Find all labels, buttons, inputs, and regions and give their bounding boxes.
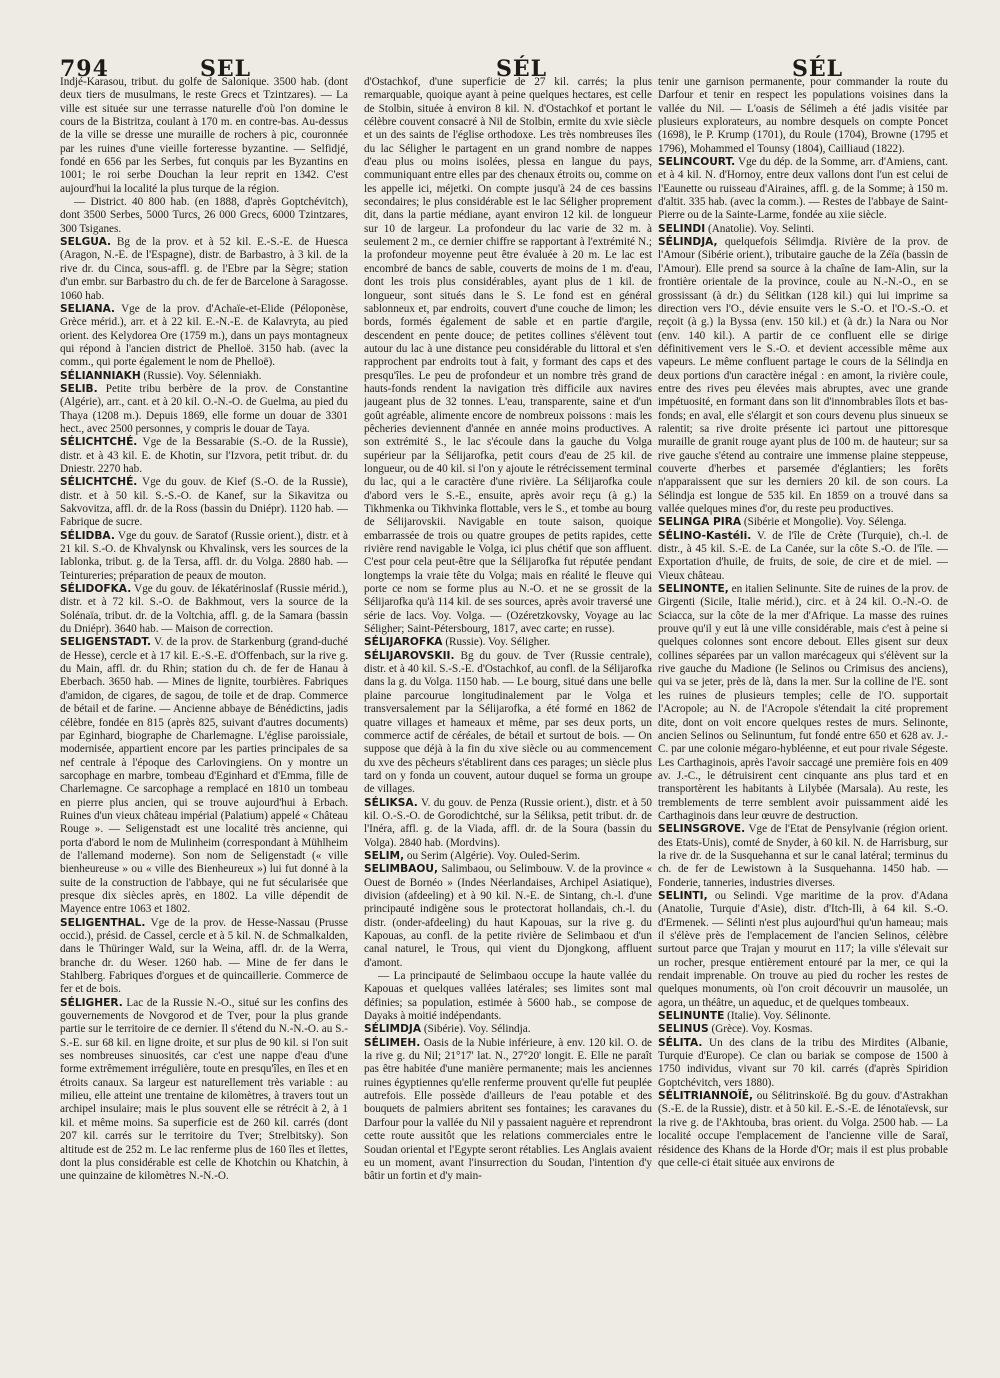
entry-text: Vge du gouv. de Iékatérinoslaf (Russie mérid.), distr. et à 72 kil. S.-O. de Bakhmout, vers la source de la Solénaïa, tribut. dr. de la Voltchia, affl. g. de la Samara (bassin du Dniépr). 3640 hab. — Maison de correction. (60, 583, 348, 636)
entry-text: — District. 40 800 hab. (en 1888, d'après Goptchévitch), dont 3500 Serbes, 5000 Turcs, 26 000 Grecs, 6000 Tzintzares, 300 Tsiganes. (60, 196, 348, 235)
entry-text: Vge de la prov. d'Achaïe-et-Elide (Péloponèse, Grèce mérid.), arr. et à 22 kil. E.-N.-E. de Kalavryta, au pied orient. des Kelydorea Ore (1759 m.), dans un pays montagneux qui répond à l'ancien district de Phelloë. 3150 hab. (avec la comm., qui porte également le nom de Phelloë). (60, 302, 348, 369)
entry-text: — La principauté de Selimbaou occupe la haute vallée du Kapouas et quelques vallées latérales; ses limites sont mal définies; sa population, estimée à 5600 hab., se compose de Dayaks à moitié indépendants. (364, 970, 652, 1023)
header-left-word: SEL (200, 56, 252, 82)
entry-text: (Russie). Voy. Séligher. (445, 636, 551, 649)
entry-text: (Grèce). Voy. Kosmas. (711, 1023, 813, 1036)
entry-headword: SELINGA PIRA (658, 516, 742, 529)
entry-text: Vge du gouv. de Saratof (Russie orient.), distr. et à 21 kil. S.-O. de Khvalynsk ou Khvalinsk, vers les sources de la Iablonka, tribut. g. de la Tersa, affl. dr. du Volga. 2880 hab. — Teintureries; préparation de peaux de mouton. (60, 529, 348, 582)
entry-headword: SÉLIMEH. (364, 1036, 421, 1049)
entry-text: Vge du gouv. de Kief (S.-O. de la Russie), distr. et à 50 kil. S.-S.-O. de Kanef, sur la Sikavitza ou Sakvovitza, affl. dr. de la Ross (bassin du Dniépr). 1120 hab. — Fabrique de sucre. (60, 476, 348, 529)
entry-headword: SELINSGROVE. (658, 823, 746, 836)
entry-text: d'Ostachkof, d'une superficie de 27 kil. carrés; la plus remarquable, quoique ayant à peine quelques hectares, est celle de Stolbin, située à environ 8 kil. N. d'Ostachkof et portant le célèbre couvent consacré à Nil de Stolbin, ermite du xvie siècle et un des saints de l'église orthodoxe. Les très nombreuses îles du lac Séligher le partagent en un grand nombre de nappes d'eau plus ou moins isolées, plessa en langue du pays, communiquant entre elles par des chenaux étroits ou, comme on les appelle ici, méjetki. On compte jusqu'à 24 de ces bassins secondaires; le plus considérable est le lac Séligher proprement dit, dans la partie médiane, ayant environ 12 kil. de longueur sur 10 de largeur. La profondeur du lac varie de 32 m. à seulement 2 m., ce dernier chiffre se rapportant à l'extrémité N.; la profondeur moyenne peut être évaluée à 20 m. Le lac est encombré de bancs de sable, couverts de moins de 1 m. d'eau, dont les trois plus considérables, ayant plus de 1 kil. de longueur, sont situés dans le S. Le fond est en général sablonneux et, par endroits, couvert d'une couche de limon; les bords, formés également de sable et en partie d'argile, descendent en pente douce; de petites collines s'élèvent tout autour du lac à une distance peu considérable du littoral et s'en rapprochent par endroits tout à fait, y formant des caps et des presqu'îles. Le peu de profondeur et un nombre très grand de hauts-fonds rendent la navigation très difficile aux navires jaugeant plus de 32 tonnes. L'eau, transparente, saine et d'un goût agréable, alimente encore de nombreux poissons : mais les pêcheries deviennent d'année en année moins productives. A son extrémité S., le lac s'écoule dans la gauche du Volga supérieur par la Sélijarofka, petit cours d'eau de 25 kil. de longueur, ou de 40 kil. si l'on y ajoute le rétrécissement terminal du lac, qui a le caractère d'une rivière. La Sélijarofka coule d'abord vers le S.-E., ensuite, après avoir reçu (à g.) la Tikhmenka ou Tikhvinka flottable, vers le S., et tombe au bourg de Sélijarovskii. Navigable en toute saison, quoique embarrassée de trois ou quatre groupes de petits rapides, cette rivière rend navigable le Volga, ici plus chétif que son affluent. C'est pour cela peut-être que la Sélijarofka fut réputée pendant longtemps la vraie tête du Volga; mais en réalité le fleuve qui porte ce nom se forme plus au N.-O. et ne se grossit de la Sélijarofka qu'à 114 kil. de ses sources, après avoir traversé une série de lacs. Voy. Volga. — (Ozéretzkovsky, Voyage au lac Séligher; Saint-Pétersbourg, 1817, avec carte; en russe). (364, 76, 652, 636)
entry-text: (Anatolie). Voy. Selinti. (707, 222, 815, 235)
entry-text: Bg de la prov. et à 52 kil. E.-S.-E. de Huesca (Aragon, N.-E. de l'Espagne), distr. de Barbastro, à 3 kil. de la rive dr. du Cinca, sous-affl. g. de l'Ebre par la Sègre; station d'un embr. sur Barbastro du ch. de fer de Barcelone à Saragosse. 1060 hab. (60, 236, 348, 302)
entry-text: (Italie). Voy. Sélinonte. (727, 1010, 831, 1023)
text-column-right (658, 76, 948, 1366)
dictionary-entry (658, 516, 948, 529)
dictionary-entry (658, 1010, 948, 1023)
entry-headword: SELIM, (364, 849, 405, 862)
entry-headword: SELIANA. (60, 302, 116, 315)
entry-text: ou Serim (Algérie). Voy. Ouled-Serim. (406, 849, 581, 862)
dictionary-entry (364, 76, 652, 636)
header-right-word: SÉL (792, 56, 844, 82)
entry-headword: SÉLIDOFKA. (60, 583, 132, 596)
dictionary-entry (364, 636, 652, 649)
entry-headword: SÉLIJAROFKA (364, 636, 443, 649)
dictionary-entry (658, 1023, 948, 1036)
dictionary-entry (60, 303, 348, 370)
text-column-left (60, 76, 348, 1366)
text-column-middle (364, 76, 652, 1366)
entry-text: (Sibérie et Mongolie). Voy. Sélenga. (743, 516, 907, 529)
dictionary-entry (658, 156, 948, 223)
dictionary-entry (658, 236, 948, 516)
entry-headword: SÉLIANNIAKH (60, 369, 141, 382)
dictionary-entry (60, 236, 348, 303)
entry-headword: SELINONTE, (658, 583, 729, 596)
entry-headword: SELIB. (60, 382, 98, 395)
dictionary-entry (60, 530, 348, 583)
entry-headword: SÉLICHTCHÉ. (60, 476, 138, 489)
entry-text: Vge de la Bessarabie (S.-O. de la Russie), distr. et à 43 kil. E. de Khotin, sur l'Izvora, petit tribut. dr. du Dniestr. 2270 hab. (60, 436, 348, 475)
entry-text: tenir une garnison permanente, pour commander la route du Darfour et tenir en respect les populations voisines dans la vallée du Nil. — L'oasis de Sélimeh a été jadis visitée par plusieurs explorateurs, au nombre desquels on compte Poncet (1698), le P. Krump (1701), du Roule (1704), Browne (1795 et 1796), Mohammed el Tounsy (1804), Cailliaud (1822). (658, 76, 948, 155)
entry-headword: SELINUS (658, 1023, 709, 1036)
entry-headword: SÉLITA. (658, 1036, 703, 1049)
page-number: 794 (60, 56, 109, 82)
entry-headword: SÉLITRIANNOÏÉ, (658, 1090, 754, 1103)
entry-text: Vge de la prov. de Hesse-Nassau (Prusse occid.), présid. de Cassel, cercle et à 5 kil. N. de Schmalkalden, dans le Thüringer Wald, sur la Weina, affl. dr. de la Werra, branche dr. du Weser. 1260 hab. — Mine de fer dans le Stahlberg. Fabriques d'orgues et de quincaillerie. Commerce de fer et de bois. (60, 916, 348, 996)
entry-headword: SELINCOURT. (658, 156, 736, 169)
entry-text: en italien Selinunte. Site de ruines de la prov. de Girgenti (Sicile, Italie mérid.), circ. et à 24 kil. O.-N.-O. de Sciacca, sur la côte de la mer d'Afrique. La masse des ruines prouve qu'il y eut là une ville considérable, mais c'est à peine si quelques colonnes sont encore debout. Elles gisent sur deux collines séparées par un vallon marécageux qui s'élèvent sur la rive gauche du Madione (le Selinos ou Crimisus des anciens), qui va se jeter, près de là, dans la mer. Sur la colline de l'E. sont les ruines de plusieurs temples; celle de l'O. supportait l'Acropole; au N. de l'Acropole s'étendait la cité proprement dite, dont on voit encore quelques restes de murs. Selinonte, ancien Selinos ou Selinuntum, fut fondé entre 650 et 628 av. J.-C. par une colonie mégaro-hybléenne, et eut pour rivale Ségeste. Les Carthaginois, après l'avoir saccagé une première fois en 409 av. J.-C., le détruisirent cent cinquante ans plus tard et en transportèrent les habitants à Lilybée (Marsala). Au reste, les tremblements de terre semblent avoir puissamment aidé les Carthaginois dans leur œuvre de destruction. (658, 583, 948, 822)
entry-headword: SÉLICHTCHÉ. (60, 436, 138, 449)
dictionary-entry (658, 1037, 948, 1090)
entry-headword: SELIGENTHAL. (60, 916, 146, 929)
dictionary-entry (364, 850, 652, 863)
dictionary-entry (364, 1037, 652, 1184)
dictionary-entry (60, 436, 348, 476)
dictionary-entry (658, 223, 948, 236)
entry-headword: SELINDI (658, 222, 706, 235)
entry-headword: SÉLIGHER. (60, 996, 123, 1009)
entry-headword: SÉLIMDJA (364, 1023, 422, 1036)
dictionary-entry (364, 863, 652, 970)
entry-text: Salimbaou, ou Selimbouw. V. de la province « Ouest de Bornéo » (Indes Néerlandaises, Archipel Asiatique), division (afdeeling) et à 90 kil. N.-E. de Sintang, ch.-l. d'une principauté indigène sous le protectorat hollandais, ch.-l. du distr. (onder-afdeeling) du haut Kapouas, sur la rive g. du Kapouas, au confl. de la petite rivière de Selimbaou et d'un canal naturel, le Trous, qui vient du Djongkong, affluent d'amont. (364, 863, 652, 969)
dictionary-entry (364, 650, 652, 797)
entry-text: quelquefois Sélimdja. Rivière de la prov. de l'Amour (Sibérie orient.), tributaire gauche de la Zéïa (bassin de l'Amour). Elle prend sa source à la chaîne de Iam-Alin, sur la frontière orientale de la province, coule au N.-N.-O., en se grossissant (à dr.) du Sélitkan (128 kil.) qui lui imprime sa direction vers l'O., dévie ensuite vers le S.-O. et l'O.-S.-O. et reçoit (à g.) la Byssa (env. 150 kil.) et (à dr.) la Nara ou Nor (env. 140 kil.). A partir de ce confluent elle se dirige définitivement vers le S.-O. et devient accessible même aux vapeurs. Le même confluent partage le cours de la Sélindja en deux portions d'un caractère inégal : en amont, la rivière coule, entre des rives peu élevées mais abruptes, avec une grande impétuosité, en formant dans son lit d'innombrables îlots et bas-fonds; en aval, elle s'élargit et son cours devenu plus sinueux se ralentit; sa rive droite présente ici partout une pittoresque muraille de granit rouge ayant plus de 100 m. de hauteur; sur sa rive gauche s'étend au contraire une immense plaine steppeuse, couverte d'herbes et parsemée d'églantiers; les forêts n'apparaissent que sur les derniers 20 kil. de son cours. La Sélindja est longue de 535 kil. En 1859 on a trouvé dans sa vallée quelques mines d'or, du reste peu productives. (658, 236, 948, 515)
entry-text: Indjé-Karasou, tribut. du golfe de Salonique. 3500 hab. (dont deux tiers de musulmans, le reste Grecs et Tzintzares). — La ville est située sur une terrasse naturelle d'où l'on domine le cours de la Bistritza, coulant à 170 m. en contre-bas. Au-dessus de la ville se dresse une muraille de rochers à pic, couronnée par les ruines d'une vieille forteresse byzantine. — Selfidjé, fondé en 656 par les Serbes, fut conquis par les Byzantins en 1001; le roi serbe Douchan la leur reprit en 1342. C'est aujourd'hui la localité la plus turque de la région. (60, 76, 348, 195)
entry-text: Un des clans de la tribu des Mirdites (Albanie, Turquie d'Europe). Ce clan ou bariak se compose de 1500 à 1750 individus, vivant sur 70 kil. carrés (d'après Spiridion Goptchévitch, vers 1880). (658, 1036, 948, 1089)
dictionary-entry (60, 476, 348, 529)
entry-headword: SELIGENSTADT. (60, 636, 152, 649)
entry-headword: SÉLINO-Kastéli. (658, 529, 752, 542)
dictionary-entry (364, 797, 652, 850)
dictionary-entry (60, 370, 348, 383)
dictionary-entry (658, 583, 948, 823)
entry-text: ou Sélitrinskoïé. Bg du gouv. d'Astrakhan (S.-E. de la Russie), distr. et à 50 kil. E.-S.-E. de Iénotaïevsk, sur la rive g. de l'Akhtouba, bras orient. du Volga. 2500 hab. — La localité occupe l'emplacement de l'ancienne ville de Saraï, résidence des Khans de la Horde d'Or; mais il est plus probable que celle-ci était située aux environs de (658, 1090, 948, 1169)
dictionary-entry (364, 1023, 652, 1036)
entry-text: V. de la prov. de Starkenburg (grand-duché de Hesse), cercle et à 17 kil. E.-S.-E. d'Offenbach, sur la rive g. du Main, affl. dr. du Rhin; station du ch. de fer de Hanau à Eberbach. 3650 hab. — Mines de lignite, tourbières. Fabriques d'amidon, de cigares, de sagou, de toile et de drap. Commerce de bétail et de farine. — Ancienne abbaye de Bénédictins, jadis célèbre, fondée en 815 (après 825, suivant d'autres documents) par Eginhard, biographe de Charlemagne. L'église paroissiale, modernisée, appartient encore par les parties principales de sa nef centrale à l'époque des Carlovingiens. On y montre un sarcophage en marbre, tombeau d'Eginhard et d'Emma, fille de Charlemagne. Ce sarcophage a remplacé en 1810 un tombeau en pierre plus ancien, qui se trouve aujourd'hui à Erbach. Ruines d'un vieux château impérial (Palatium) appelé « Château Rouge ». — Seligenstadt est une localité très ancienne, qui porta d'abord le nom de Mulinheim (correspondant à Mühlheim de l'allemand moderne). Son nom de Seligenstadt (« ville bienheureuse » ou « ville des Bienheureux ») lui fut donné à la suite de la construction de l'abbaye, qui ne fut sécularisée que presque dix siècles après, en 1802. La ville dépendit de Mayence entre 1063 et 1802. (60, 636, 348, 916)
entry-text: Vge du dép. de la Somme, arr. d'Amiens, cant. et à 4 kil. N. d'Hornoy, entre deux vallons dont l'un est celui de l'Eaunette ou ruisseau d'Airaines, affl. g. de la Somme; à 150 m. d'altit. 335 hab. (avec la comm.). — Restes de l'abbaye de Saint-Pierre ou de la Sainte-Larme, fondée au xiie siècle. (658, 156, 948, 222)
entry-headword: SELGUA. (60, 236, 112, 249)
entry-text: Vge de l'Etat de Pensylvanie (région orient. des Etats-Unis), comté de Snyder, à 60 kil. N. de Harrisburg, sur la rive dr. de la Susquehanna et sur le canal latéral; terminus du ch. de fer de Lewistown à la Susquehanna. 1450 hab. — Fonderie, tanneries, industries diverses. (658, 823, 948, 889)
entry-text: V. de l'île de Crète (Turquie), ch.-l. de distr., à 45 kil. S.-E. de La Canée, sur la côte S.-O. de l'île. — Exportation d'huile, de fruits, de soie, de cire et de miel. — Vieux château. (658, 529, 948, 582)
header-center-word: SÉL (496, 56, 548, 82)
entry-text: Lac de la Russie N.-O., situé sur les confins des gouvernements de Novgorod et de Tver, pour la plus grande partie sur le territoire de ce dernier. Il s'étend du N.-N.-O. au S.-S.-E. sur 68 kil. en ligne droite, et sur plus de 90 kil. si l'on suit ses nombreuses sinuosités, car c'est une nappe d'eau d'une forme extrêmement irrégulière, toute en presqu'îles, en îles et en étroits canaux. Sa largeur est naturellement très variable : au milieu, elle atteint une trentaine de kilomètres, à travers tout un archipel insulaire; mais le plus souvent elle se rétrécit à 2, à 1 kil. et même moins. Sa superficie est de 260 kil. carrés (dont 207 kil. carrés sur le territoire du Tver; Strelbitsky). Son altitude est de 252 m. Le lac renferme plus de 160 îles et îlettes, dont la plus considérable est celle de Khotchin ou Khatchin, à une quinzaine de kilomètres N.-N.-O. (60, 996, 348, 1183)
entry-headword: SELINTI, (658, 889, 708, 902)
entry-text: (Russie). Voy. Sélenniakh. (143, 369, 262, 382)
dictionary-entry (60, 196, 348, 236)
entry-headword: SÉLIDBA. (60, 529, 115, 542)
entry-text: ou Selindi. Vge maritime de la prov. d'Adana (Anatolie, Turquie d'Asie), distr. d'Itch-Ili, à 64 kil. S.-O. d'Ermenek. — Sélinti n'est plus aujourd'hui qu'un hameau; mais il s'élève près de l'emplacement de l'ancien Selinos, célèbre surtout parce que Trajan y mourut en 117; la ville s'élevait sur un rocher, presque entièrement entouré par la mer, ce qui la rendait imprenable. On trouve au pied du rocher les restes de quelques monuments, où l'on croit découvrir un mausolée, un agora, un théâtre, un aqueduc, et de quelques tombeaux. (658, 889, 948, 1009)
dictionary-entry (658, 76, 948, 156)
dictionary-entry (60, 997, 348, 1184)
dictionary-entry (658, 1090, 948, 1170)
dictionary-entry (60, 636, 348, 916)
dictionary-entry (60, 917, 348, 997)
entry-headword: SÉLIJAROVSKII. (364, 649, 455, 662)
entry-text: V. du gouv. de Penza (Russie orient.), distr. et à 50 kil. O.-S.-O. de Gorodichtché, sur la Séliksa, petit tribut. dr. de l'Inéra, affl. g. de la Viada, affl. dr. de la Soura (bassin du Volga). 2840 hab. (Mordvins). (364, 796, 652, 849)
entry-headword: SÉLIKSA. (364, 796, 418, 809)
entry-headword: SELINUNTE (658, 1010, 725, 1023)
dictionary-entry (658, 890, 948, 1010)
dictionary-entry (60, 583, 348, 636)
dictionary-entry (60, 76, 348, 196)
entry-text: Bg du gouv. de Tver (Russie centrale), distr. et à 40 kil. S.-S.-E. d'Ostachkof, au confl. de la Sélijarofka dans la g. du Volga. 1150 hab. — Le bourg, situé dans une belle plaine parcourue longitudinalement par le Volga et transversalement par la Sélijarofka, a été formé en 1862 de quatre villages et hameaux et même, par ses deux ports, un commerce actif de céréales, de bétail et surtout de bois. — On suppose que déjà à la fin du xive siècle ou au commencement du xve des pêcheurs s'établirent dans ces parages; un siècle plus tard on y fonda un couvent, autour duquel se forma un groupe de villages. (364, 649, 652, 796)
dictionary-entry (658, 530, 948, 583)
entry-text: Petite tribu berbère de la prov. de Constantine (Algérie), arr., cant. et à 20 kil. O.-N.-O. de Guelma, au pied du Thaya (1208 m.). Depuis 1869, elle forme un douar de 3301 hect., avec 2500 personnes, y compris le douar de Taya. (60, 382, 348, 435)
entry-headword: SELIMBAOU, (364, 863, 439, 876)
dictionary-entry (364, 970, 652, 1023)
entry-text: Oasis de la Nubie inférieure, à env. 120 kil. O. de la rive g. du Nil; 21°17' lat. N., 27°20' longit. E. Elle ne paraît pas être habitée d'une manière permanente; mais les anciennes ruines égyptiennes qu'elle renferme prouvent qu'elle fut peuplée autrefois. Elle possède d'ailleurs de l'eau potable et des bouquets de palmiers abritent ses fontaines; les caravanes du Darfour pour la vallée du Nil y passaient naguère et reprendront cette route aussitôt que les relations commerciales entre le Soudan oriental et l'Egypte seront rétablies. Les Anglais avaient eu un moment, avant l'insurrection du Soudan, l'intention d'y bâtir un fortin et d'y main- (364, 1036, 652, 1183)
dictionary-entry (658, 823, 948, 890)
entry-text: (Sibérie). Voy. Sélindja. (423, 1023, 531, 1036)
dictionary-entry (60, 383, 348, 436)
entry-headword: SÉLINDJA, (658, 236, 718, 249)
